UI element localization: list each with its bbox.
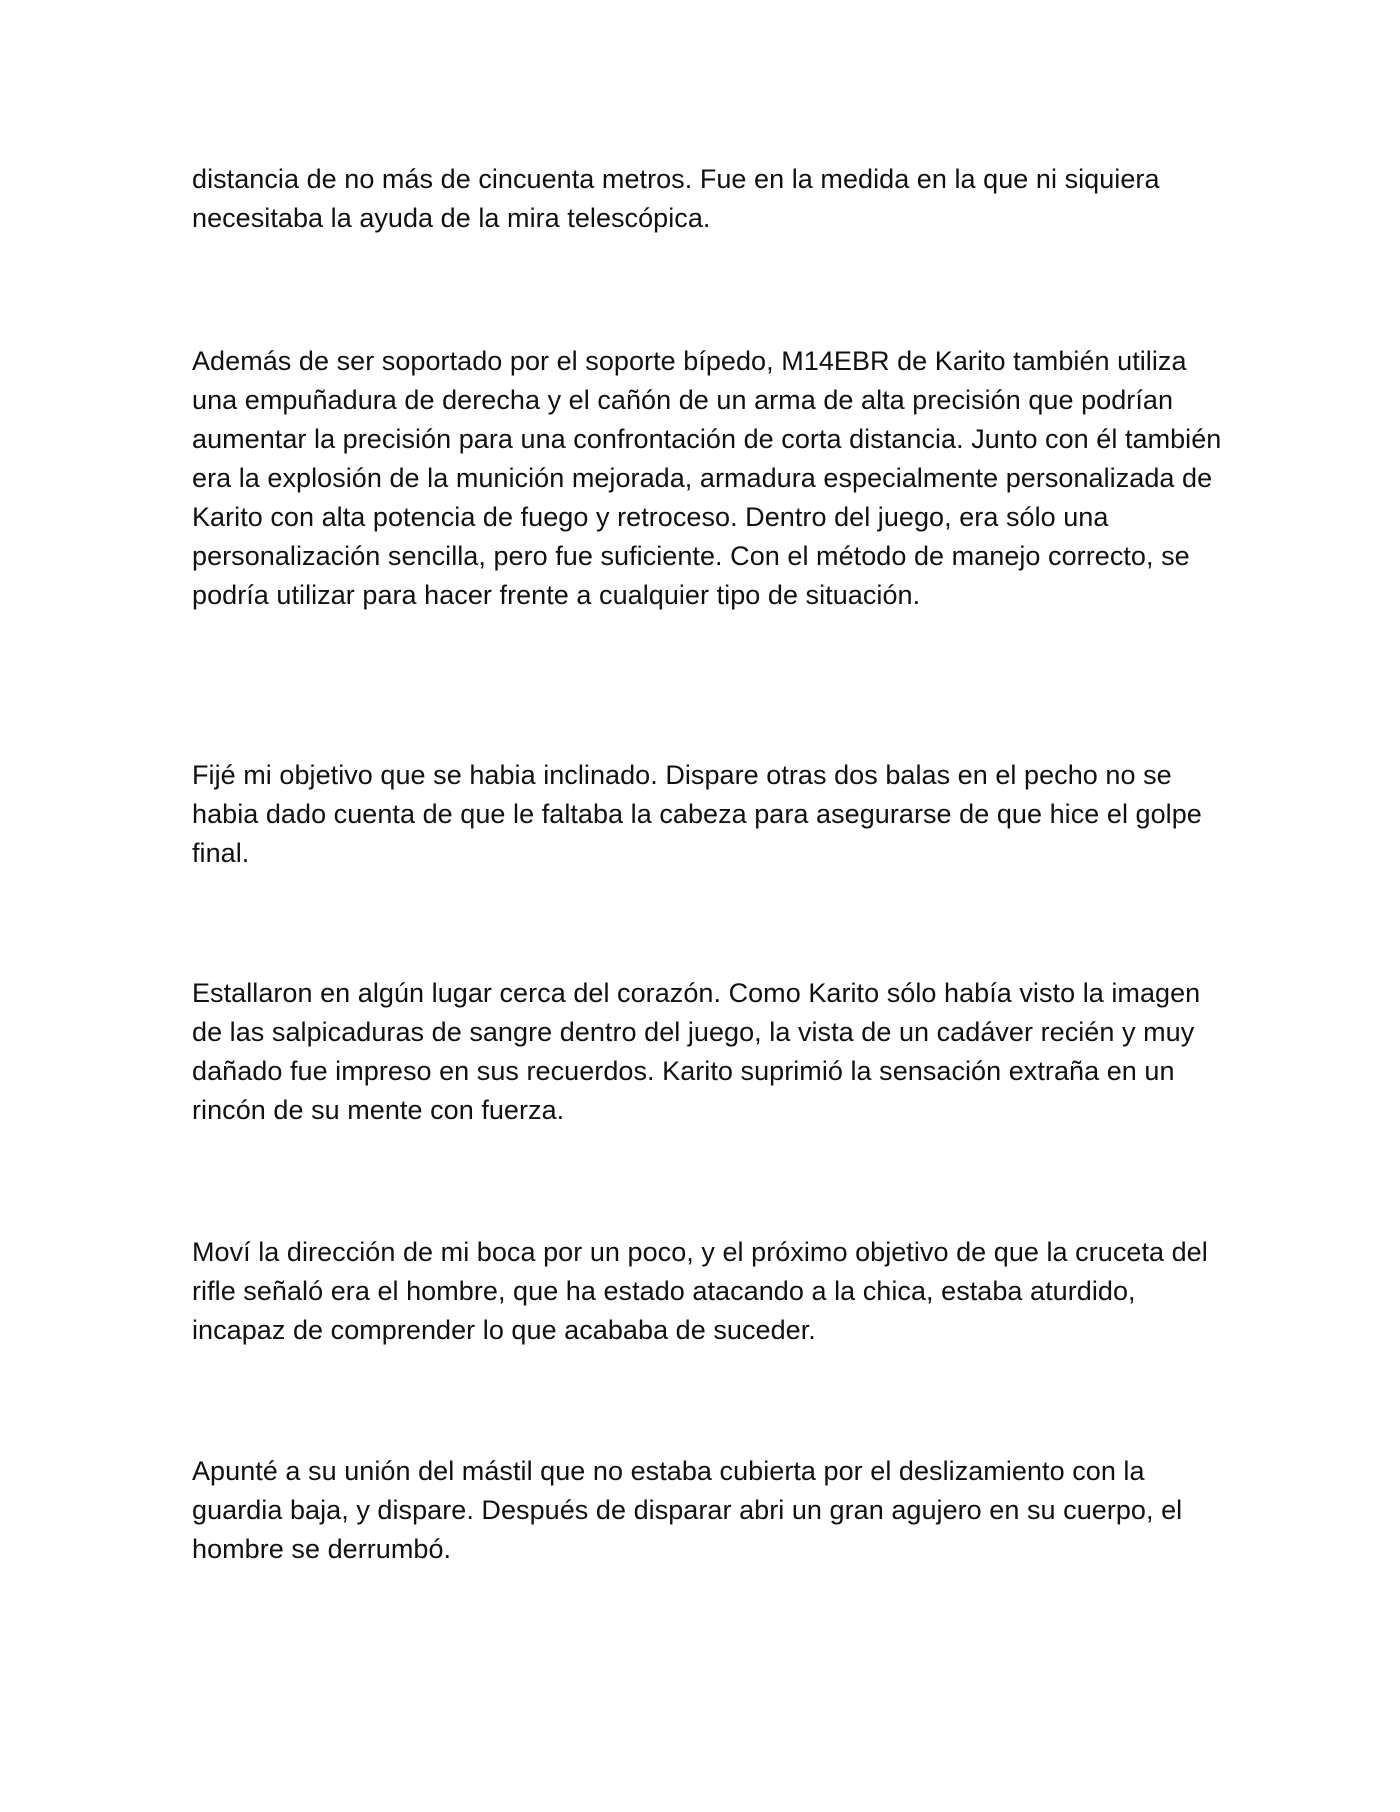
paragraph-6: Apunté a su unión del mástil que no estaba cubierta por el deslizamiento con la guardia baja, y dispare. Después de disparar abri un gran agujero en su cuerpo, el hombre se derrumbó.: [192, 1456, 1183, 1564]
paragraph-1: distancia de no más de cincuenta metros. Fue en la medida en la que ni siquiera necesitaba la ayuda de la mira telescópica.: [192, 164, 1160, 233]
paragraph-2: Además de ser soportado por el soporte bípedo, M14EBR de Karito también utiliza una empuñadura de derecha y el cañón de un arma de alta precisión que podrían aumentar la precisión para una confrontación de corta distancia. Junto con él también era la explosión de la munición mejorada, armadura especialmente personalizada de Karito con alta potencia de fuego y retroceso. Dentro del juego, era sólo una personalización sencilla, pero fue suficiente. Con el método de manejo correcto, se podría utilizar para hacer frente a cualquier tipo de situación.: [192, 346, 1222, 610]
paragraph-5: Moví la dirección de mi boca por un poco, y el próximo objetivo de que la cruceta del rifle señaló era el hombre, que ha estado atacando a la chica, estaba aturdido, incapaz de comprender lo que acababa de suceder.: [192, 1237, 1208, 1345]
paragraph-3: Fijé mi objetivo que se habia inclinado. Dispare otras dos balas en el pecho no se habia dado cuenta de que le faltaba la cabeza para asegurarse de que hice el golpe final.: [192, 760, 1202, 868]
paragraph-4: Estallaron en algún lugar cerca del corazón. Como Karito sólo había visto la imagen de las salpicaduras de sangre dentro del juego, la vista de un cadáver recién y muy dañado fue impreso en sus recuerdos. Karito suprimió la sensación extraña en un rincón de su mente con fuerza.: [192, 978, 1201, 1125]
